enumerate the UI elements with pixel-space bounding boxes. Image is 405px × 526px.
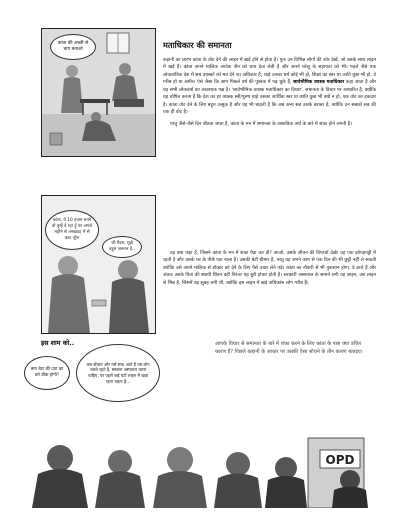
speech-bubble-employer-text: कांता, ये 10 हजार रुपये तो तुम्हें दे रहा हूँ पर अगले महीने से तनख्वाह में से काट लूँगा [51,218,93,241]
speech-bubble-employer [45,210,99,250]
illustration-tea-scene [41,28,156,157]
keyword-universal-adult-franchise: सार्वभौमिक वयस्क मताधिकार [293,80,345,86]
illustration-money-scene [41,195,156,334]
speech-bubble-hospital [76,344,160,402]
paragraph-1-text-a: कहानी का प्रारंभ कांता के वोट देने की लाइन में खड़ें होने से होता है। पुनः उन विभिन्न लोगों की ओर देखें, जो उसके साथ लाइन में खड़ें हैं। कांता अपने मालिक आवेक जैन को चाय देता लेती है और अपने घरेलू के सहायता को भी। पहले जैसे एक लोकतांत्रिक देश में सब वयस्कों को मत देने का अधिकार है; चाहे उनका धर्म कोई भी हो, शिक्षा का स्तर या जाति कुछ भी हो, वे गरीब हो या अमीर। ऐसे जैसा कि आप पिछले वर्ष की पुस्तक में पढ़ चुके हैं, [163,58,376,86]
paragraph-3: वह क्या कहा है, जिसने कांता के मन में शंका पैदा कर दी? आओ, उसके जीवन की विपरयों देखें। वह एक झोपड़पट्टी में रहती है और उसके घर के पीछे एक नाला है। उसकी बेटी बीमार है, परंतु वह अपने काम से एक दिन की भी छुट्टी नहीं ले सकती क्योंकि उसे अपने मालिक से डॉक्टर को देने के लिए पैसे उधार लेने पड़े। कांता का नौकरी से भी नुकसान होगा, वे डरते हैं और अंततः उसके पिता की स्थायी चिंतन वहीं निरंतर यह बुरी होकर होती है। सरकारी अस्पताल के सामने लगी यह लाइन, उस लाइन से भिन्न है, जिसमें वह सुबह लगी थी, क्योंकि इस लाइन में खड़े अधिकांश लोग गरीब हैं। [163,251,376,286]
speech-bubble-medicine [24,356,70,390]
speech-bubble-tea-text: कांता की अच्छी से चाय बनाओ [57,40,89,52]
speech-bubble-tea [50,34,96,60]
opd-sign: OPD [325,453,355,467]
illustration-hospital-queue [20,428,385,508]
panel-caption: इस शाम को.. [41,339,75,347]
paragraph-1 [163,57,376,117]
body-paragraphs-lower [163,250,376,291]
discussion-question: आपके विचार से समानता के बारे में शंका करने के लिए कांता के पास क्या उचित कारण हैं? पिछले कहानी के आधार पर उसकी ऐसा सोचने के तीन कारण बताइए। [215,341,363,356]
speech-bubble-kanta [102,236,142,258]
speech-bubble-medicine-text: क्या बेटा की दवा का करे ठीक होगी? [30,367,64,378]
speech-bubble-hospital-text: जब डॉक्टर और नर्स साथ आते हैं तब लोग चलते रहते हैं, सरकार अस्पताल जाना चाहिए, पर पहले कई घंटों लाइन में खड़ा रहना पड़ता है... [86,361,150,384]
body-paragraphs [163,57,376,132]
hospital-queue-drawing [20,428,385,508]
paragraph-2: परंतु जैसे-जैसे दिन बीतता जाता है, कांता के मन में समानता के वास्तविक अर्थ के बारे में शंका होने लगती है। [170,121,352,127]
section-heading: मताधिकार की समानता [163,40,232,50]
speech-bubble-kanta-text: जी मैडम, मुझे बहुत ज़रूरत है.. [109,241,135,252]
paragraph-1-text-b: कहा जाता है और यह सभी लोकतंत्रों का आवश्यक पक्ष है। 'सार्वभौमिक वयस्क मताधिकार का विचार', समानता के विचार पर आधारित है, क्योंकि यह घोषित करता है कि देश का हर वयस्क स्त्री/पुरुष चाहे उसका आर्थिक स्तर या जाति कुछ भी क्यों न हो, एक वोट का हकदार है। कांता वोट देने के लिए बहुत उत्सुक है और यह भी चाहती है कि अब अन्य सब उसके बराबर है, क्योंकि उन सबको सब की एक ही वोट है। [163,80,376,116]
